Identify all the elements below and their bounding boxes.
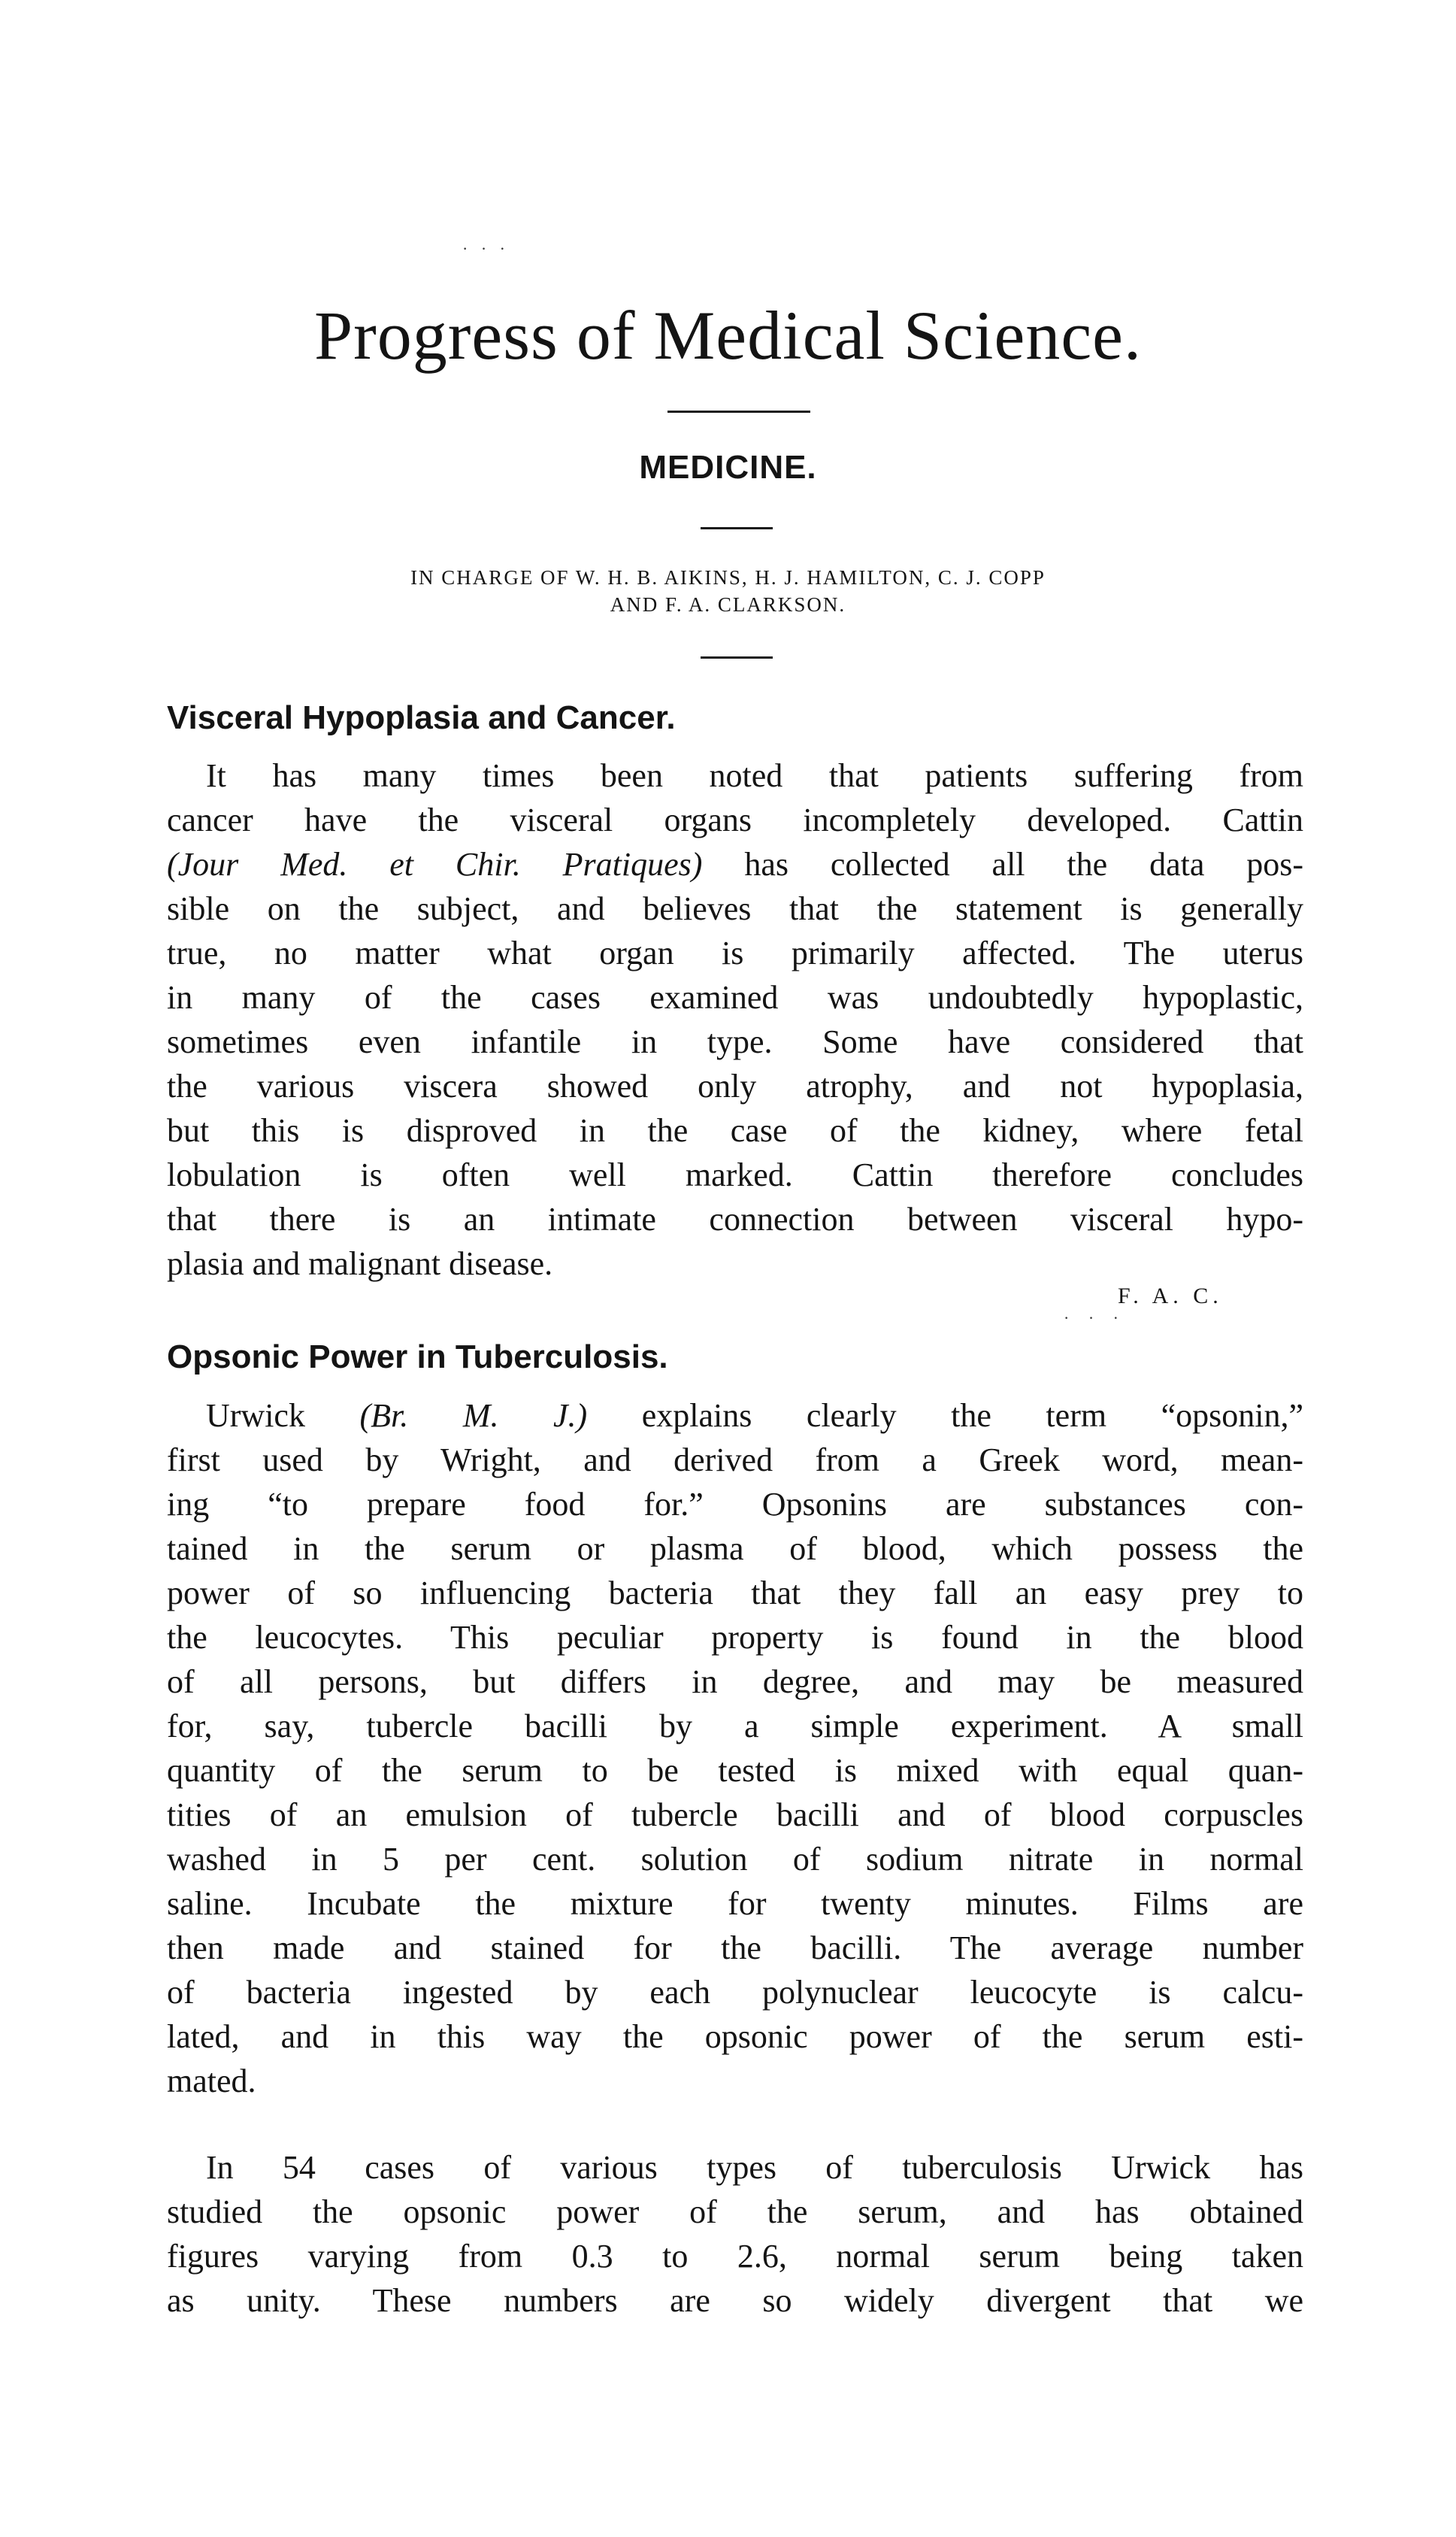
body-line: sometimes even infantile in type. Some have considered that bbox=[167, 1023, 1303, 1060]
print-specks: · · · bbox=[462, 239, 510, 258]
body-line-text: has collected all the data pos- bbox=[744, 846, 1304, 883]
section-rule bbox=[701, 527, 773, 529]
page-title: Progress of Medical Science. bbox=[313, 297, 1142, 374]
journal-citation: (Br. M. J.) bbox=[359, 1397, 588, 1434]
article-body-opsonic-power bbox=[167, 1393, 1303, 2103]
article-body-opsonic-power-para-2 bbox=[167, 2145, 1303, 2323]
article-title-visceral-hypoplasia: Visceral Hypoplasia and Cancer. bbox=[167, 699, 676, 736]
body-line: of all persons, but differs in degree, and may be measured bbox=[167, 1663, 1303, 1700]
body-line: tained in the serum or plasma of blood, which possess the bbox=[167, 1530, 1303, 1567]
body-line: plasia and malignant disease. bbox=[167, 1245, 553, 1282]
section-heading: MEDICINE. bbox=[639, 449, 817, 486]
body-line: washed in 5 per cent. solution of sodium nitrate in normal bbox=[167, 1841, 1303, 1878]
body-line-text: Urwick bbox=[206, 1397, 305, 1434]
body-line: true, no matter what organ is primarily affected. The uterus bbox=[167, 935, 1303, 971]
body-line: lobulation is often well marked. Cattin therefore concludes bbox=[167, 1156, 1303, 1193]
body-line: first used by Wright, and derived from a Greek word, mean- bbox=[167, 1441, 1303, 1478]
body-line: the leucocytes. This peculiar property is found in the blood bbox=[167, 1619, 1303, 1656]
body-line: power of so influencing bacteria that they fall an easy prey to bbox=[167, 1575, 1303, 1611]
body-line: the various viscera showed only atrophy, and not hypoplasia, bbox=[167, 1068, 1303, 1105]
title-rule bbox=[667, 411, 810, 413]
body-line: but this is disproved in the case of the kidney, where fetal bbox=[167, 1112, 1303, 1149]
editors-credit-line-1: IN CHARGE OF W. H. B. AIKINS, H. J. HAMILTON, C. J. COPP bbox=[410, 566, 1046, 589]
body-line: ing “to prepare food for.” Opsonins are substances con- bbox=[167, 1486, 1303, 1523]
journal-citation: (Jour Med. et Chir. Pratiques) bbox=[167, 846, 703, 883]
body-line: It has many times been noted that patients suffering from bbox=[206, 757, 1303, 794]
article-body-visceral-hypoplasia bbox=[167, 753, 1303, 1286]
editors-credit-line-2: AND F. A. CLARKSON. bbox=[610, 593, 846, 616]
body-line: as unity. These numbers are so widely divergent that we bbox=[167, 2282, 1303, 2319]
body-line: mated. bbox=[167, 2063, 256, 2099]
body-line: cancer have the visceral organs incompletely developed. Cattin bbox=[167, 802, 1303, 838]
body-line: sible on the subject, and believes that the statement is generally bbox=[167, 890, 1303, 927]
author-signature: F. A. C. bbox=[1118, 1284, 1223, 1308]
body-line: tities of an emulsion of tubercle bacilli and of blood corpuscles bbox=[167, 1796, 1303, 1833]
credit-rule bbox=[701, 656, 773, 659]
body-line-with-citation bbox=[167, 1393, 1303, 1438]
body-line: in many of the cases examined was undoubtedly hypoplastic, bbox=[167, 979, 1303, 1016]
body-line: lated, and in this way the opsonic power of the serum esti- bbox=[167, 2018, 1303, 2055]
body-line: of bacteria ingested by each polynuclear leucocyte is calcu- bbox=[167, 1974, 1303, 2011]
body-line: studied the opsonic power of the serum, and has obtained bbox=[167, 2193, 1303, 2230]
body-line: In 54 cases of various types of tuberculosis Urwick has bbox=[206, 2149, 1303, 2186]
body-line: figures varying from 0.3 to 2.6, normal serum being taken bbox=[167, 2238, 1303, 2275]
body-line: saline. Incubate the mixture for twenty minutes. Films are bbox=[167, 1885, 1303, 1922]
body-line: for, say, tubercle bacilli by a simple experiment. A small bbox=[167, 1708, 1303, 1744]
body-line: then made and stained for the bacilli. The average number bbox=[167, 1929, 1303, 1966]
article-title-opsonic-power: Opsonic Power in Tuberculosis. bbox=[167, 1338, 668, 1375]
body-line-text: explains clearly the term “opsonin,” bbox=[641, 1397, 1304, 1434]
body-line: that there is an intimate connection between visceral hypo- bbox=[167, 1201, 1303, 1238]
body-line: quantity of the serum to be tested is mixed with equal quan- bbox=[167, 1752, 1303, 1789]
editors-credit bbox=[0, 564, 1456, 618]
print-specks: · · · bbox=[1064, 1308, 1126, 1327]
body-line-with-citation bbox=[167, 842, 1303, 887]
